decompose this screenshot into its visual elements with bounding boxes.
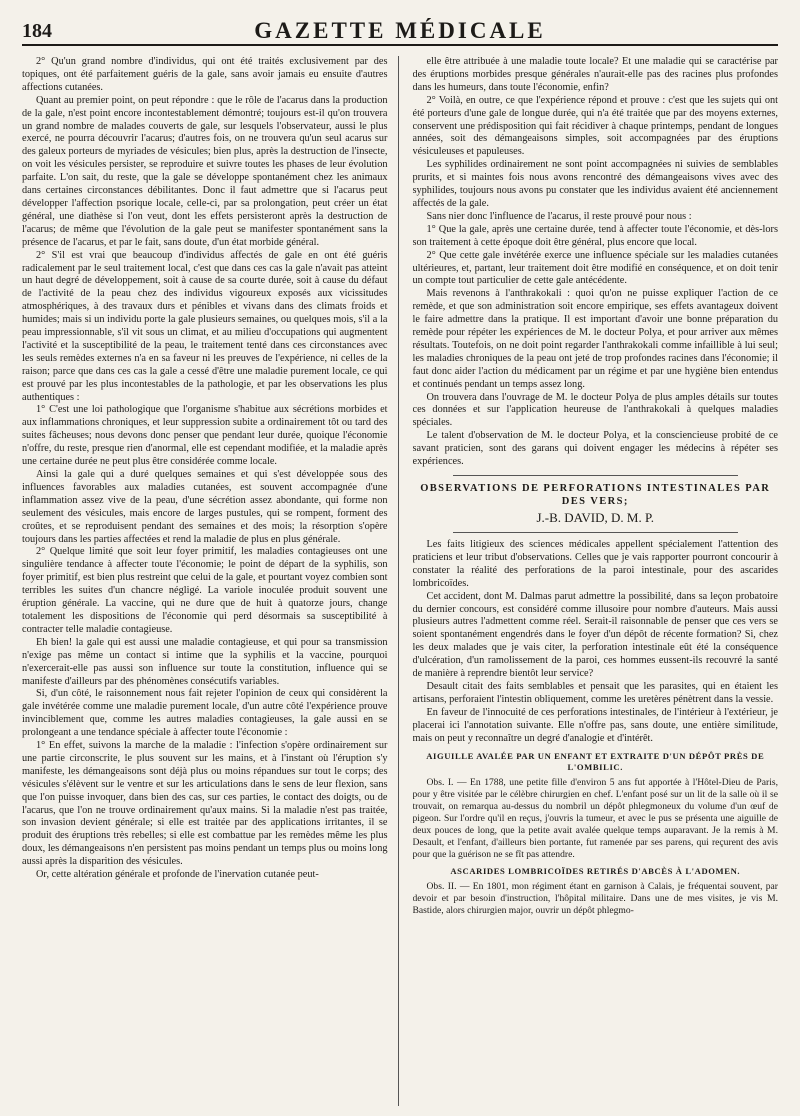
page-number: 184 — [22, 20, 52, 42]
observation-paragraph: Obs. II. — En 1801, mon régiment étant en garnison à Calais, je fréquentai souvent, par devoir et par besoin d'instruction, l'hôpital militaire. Dans une de mes visites, je vis M. Bastide, alors chirurgien major, ouvrir un dépôt phlegmo- — [412, 880, 778, 916]
case-title: AIGUILLE AVALÉE PAR UN ENFANT ET EXTRAITE D'UN DÉPÔT PRÈS DE L'OMBILIC. — [426, 750, 765, 772]
left-column — [22, 56, 399, 1106]
paragraph: Cet accident, dont M. Dalmas parut admettre la possibilité, dans sa leçon probatoire du dernier concours, est considéré comme illusoire pour nombre d'auteurs. Mais aussi plusieurs autres l'admettent comme réel. Serait-il raisonnable de penser que ces vers se soient spontanément engendrés dans le foyer d'un dépôt de récente formation? Si, chez les deux malades que je vais citer, la perforation intestinale eût été la conséquence d'ulcération, d'un ramolissement de la paroi, ces hommes eussent-ils recouvré la santé de manière à reprendre bientôt leur service? — [412, 590, 778, 680]
paragraph: Quant au premier point, on peut répondre : que le rôle de l'acarus dans la production de la gale, n'est point encore incontestablement démontré; toujours est-il qu'on trouvera un grand nombre de malades couverts de gale, sur lesquels l'observateur, aussi le plus exercé, ne pourra découvrir l'acarus; d'autres fois, on ne trouvera qu'un seul acarus sur des galeux porteurs de myriades de vésicules; bien plus, après la destruction de l'insecte, on voit les vésicules persister, se reproduire et suivre toutes les phases de leur évolution parfaite. L'on sait, du reste, que la gale se développe spontanément chez les animaux dans certaines circonstances débilitantes. Donc il faut admettre que si l'acarus peut développer l'affection psorique locale, celle-ci, par sa prolongation, peut créer un état général, une diathèse si l'on veut, dont les effets persisteront après la destruction de l'acarus; de même que l'évolution de la gale peut se manifester spontanément sans la présence de l'acarus, et par le fait, sans doute, d'un état morbide général. — [22, 94, 388, 248]
section-divider — [453, 475, 739, 476]
paragraph: Ainsi la gale qui a duré quelques semaines et qui s'est développée sous des influences favorables aux maladies cutanées, est souvent accompagnée d'une inflammation assez vive de la peau, d'une sécrétion assez abondante, qui forme non seulement des vésicules, mais encore de larges pustules, qui se rompent, forment des croûtes, et se reproduisent pendant des semaines et des mois; la résorption s'opère toujours dans les parties affectées et rend la maladie de plus en plus générale. — [22, 469, 388, 545]
paragraph: Eh bien! la gale qui est aussi une maladie contagieuse, et qui pour sa transmission n'exige pas même un contact si intime que la syphilis et la vaccine, pourquoi n'exercerait-elle pas aussi son influence sur toute la constitution, influence qui se manifeste d'ailleurs par des phénomènes consécutifs variables. — [22, 636, 388, 687]
case-title: ASCARIDES LOMBRICOÏDES RETIRÉS D'ABCÈS À L'ADOMEN. — [450, 865, 741, 876]
paragraph: 2° Qu'un grand nombre d'individus, qui ont été traités exclusivement par des topiques, ont été parfaitement guéris de la gale, sans avoir jamais eu ensuite d'autres affections cutanées. — [22, 56, 388, 93]
observation-paragraph: Obs. I. — En 1788, une petite fille d'environ 5 ans fut apportée à l'Hôtel-Dieu de Paris, pour y être visitée par le célèbre chirurgien en chef. L'enfant posé sur un lit de la salle où il se trouvait, on remarqua au-dessus du nombril un dépôt phlegmoneux du volume d'un œuf de pigeon. Sur l'ordre qu'il en reçus, j'ouvris la tumeur, et avec le pus se présenta une aiguille de deux pouces de long, que la petite avait avalée quelque temps auparavant. Je la remis à M. Desault, et l'enfant, d'ailleurs bien portante, fut ramenée par ses parens, qui reçurent des avis pour que la guérison ne se fît pas attendre. — [412, 776, 778, 860]
article-columns — [22, 56, 778, 1106]
right-column — [413, 56, 779, 1106]
paragraph: Or, cette altération générale et profonde de l'inervation cutanée peut- — [36, 869, 319, 881]
paragraph: 2° Que cette gale invétérée exerce une influence spéciale sur les maladies cutanées ultérieures, et, partant, leur traitement doit être modifié en conséquence, et on doit tenir un compte tout particulier de cette gale antécédente. — [412, 249, 778, 287]
paragraph: En faveur de l'innocuité de ces perforations intestinales, de l'intérieur à l'extérieur, je placerai ici l'annotation suivante. Elle n'offre pas, sans doute, une entière similitude, mais on peut y reconnaître un degré d'analogie et d'intérêt. — [412, 706, 778, 744]
paragraph: On trouvera dans l'ouvrage de M. le docteur Polya de plus amples détails sur toutes ces données et sur l'application heureuse de l'anthrakokali à quelques maladies spéciales. — [412, 391, 778, 429]
section-title: OBSERVATIONS DE PERFORATIONS INTESTINALES PAR DES VERS; — [420, 483, 771, 507]
paragraph: 1° Que la gale, après une certaine durée, tend à affecter toute l'économie, et dès-lors son traitement à cette époque doit être général, plus encore que local. — [412, 223, 778, 248]
paragraph: 1° C'est une loi pathologique que l'organisme s'habitue aux sécrétions morbides et aux inflammations chroniques, et leur suppression subite a ordinairement tôt ou tard des suites fâcheuses; nous devons donc penser que pendant leur durée, quoique l'économie n'offre, du reste, presque rien d'anormal, elle est cependant modifiée, et la maladie après une certaine durée ne peut plus être considérée comme locale. — [22, 404, 388, 468]
paragraph: Si, d'un côté, le raisonnement nous fait rejeter l'opinion de ceux qui considèrent la gale invétérée comme une maladie purement locale, d'un autre côté l'expérience prouve invinciblement que, comme les autres maladies contagieuses, la gale aussi en se prolongeant a une tendance spéciale à affecter toute l'économie : — [22, 688, 388, 739]
paragraph: Mais revenons à l'anthrakokali : quoi qu'on ne puisse expliquer l'action de ce remède, et que son administration soit encore empirique, ses effets avantageux doivent le faire admettre dans la pratique. Il est important d'avoir une bonne préparation du remède pour répéter les expériences de M. le docteur Polya, et pour arriver aux mêmes résultats. Toutefois, on ne doit point regarder l'anthrakokali comme infaillible à lui seul; les maladies chroniques de la peau ont jeté de trop profondes racines dans l'économie; il faut donc aider l'action du médicament par un régime et par une hygiène bien entendus et continués pendant un temps assez long. — [412, 288, 778, 390]
paragraph: Desault citait des faits semblables et pensait que les parasites, qui en étaient les artisans, perforaient l'intestin obliquement, comme les uretères pénètrent dans la vessie. — [412, 680, 778, 705]
paragraph: Les faits litigieux des sciences médicales appellent spécialement l'attention des praticiens et leur tribut d'observations. Celles que je vais rapporter pourront concourir à constater la réalité des perforations de la paroi intestinale, pour des ascarides lombricoïdes. — [412, 539, 778, 589]
paragraph: 2° Quelque limité que soit leur foyer primitif, les maladies contagieuses ont une singulière tendance à affecter toute l'économie; le point de départ de la syphilis, son foyer primitif, est bien plus restreint que celui de la gale, et pourtant voyez combien sont terribles les suites d'un chancre négligé. La variole inoculée produit souvent une éruption générale. La vaccine, qui ne dure que de huit à quatorze jours, change totalement les dispositions de l'économie qui perd désormais sa susceptibilité à contracter telle maladie contagieuse. — [22, 546, 388, 635]
journal-title: GAZETTE MÉDICALE — [254, 18, 546, 43]
paragraph: elle être attribuée à une maladie toute locale? Et une maladie qui se caractérise par des éruptions morbides presque générales n'aurait-elle pas des racines plus profondes dans les humeurs, dans toute l'économie, enfin? — [412, 56, 778, 93]
paragraph: Le talent d'observation de M. le docteur Polya, et la consciencieuse probité de ce savant praticien, sont des garans qui doivent engager les médecins à répéter ses expériences. — [412, 430, 778, 468]
paragraph: Sans nier donc l'influence de l'acarus, il reste prouvé pour nous : — [426, 210, 692, 222]
paragraph: 1° En effet, suivons la marche de la maladie : l'infection s'opère ordinairement sur une partie circonscrite, le plus souvent sur les mains, et à l'instant où l'éruption s'y manifeste, les démangeaisons sont déjà plus ou moins répandues sur tout le corps; des vésicules s'élèvent sur le ventre et sur les articulations dans le sens de leur flexion, sans que l'on puisse invoquer, dans bien des cas, sur ces parties, le contact des doigts, ou de l'acarus, que l'on ne trouve ordinairement qu'aux mains. Si la maladie n'est pas traitée, son invasion devient générale; si elle est traitée par des applications irritantes, il se produit des éruptions très rebelles; si elle est combattue par les remèdes même les plus doux, les démangeaisons n'en persistent pas moins pendant un temps plus ou moins long aussi après la disparition des vésicules. — [22, 740, 388, 868]
paragraph: 2° S'il est vrai que beaucoup d'individus affectés de gale en ont été guéris radicalement par le seul traitement local, c'est que dans ces cas la gale n'avait pas atteint un haut degré de développement, soit à cause de sa courte durée, soit à cause du défaut de l'activité de la peau chez des individus vigoureux exposés aux vicissitudes atmosphériques, à des travaux durs et pénibles et vivans dans des climats froids et humides; mais si un individu porte la gale plusieurs semaines, ou quelques mois, s'il a la peau impressionnable, s'il vit sous un climat, et au milieu d'occupations qui augmentent l'activité et la susceptibilité de la peau, le traitement tenté dans ces circonstances avec les seuls remèdes externes n'a en sa faveur ni les preuves de l'expérience, ni celles de la raison; parce que dans ces cas la gale a cessé d'être une maladie purement locale, ce qui est prouvé par les plus incontestables de la pathologie, et par les observations les plus authentiques : — [22, 249, 388, 403]
page-header — [22, 14, 778, 46]
paragraph: 2° Voilà, en outre, ce que l'expérience répond et prouve : c'est que les sujets qui ont été porteurs d'une gale de longue durée, qui n'a été traitée que par des moyens externes, conservent une prédisposition qui fait récidiver à chaque printemps, pendant de longues années, soit des démangeaisons simples, soit accompagnées par des éruptions vésiculeuses et papuleuses. — [412, 94, 778, 158]
section-author: J.-B. DAVID, D. M. P. — [536, 510, 654, 525]
section-divider — [453, 532, 739, 533]
paragraph: Les syphilides ordinairement ne sont point accompagnées ni suivies de semblables prurits, et si maintes fois nous avons rencontré des démangeaisons vives avec des syphilides, toujours nous avons pu constater que les individus avaient été anciennement affectés de la gale. — [412, 159, 778, 209]
